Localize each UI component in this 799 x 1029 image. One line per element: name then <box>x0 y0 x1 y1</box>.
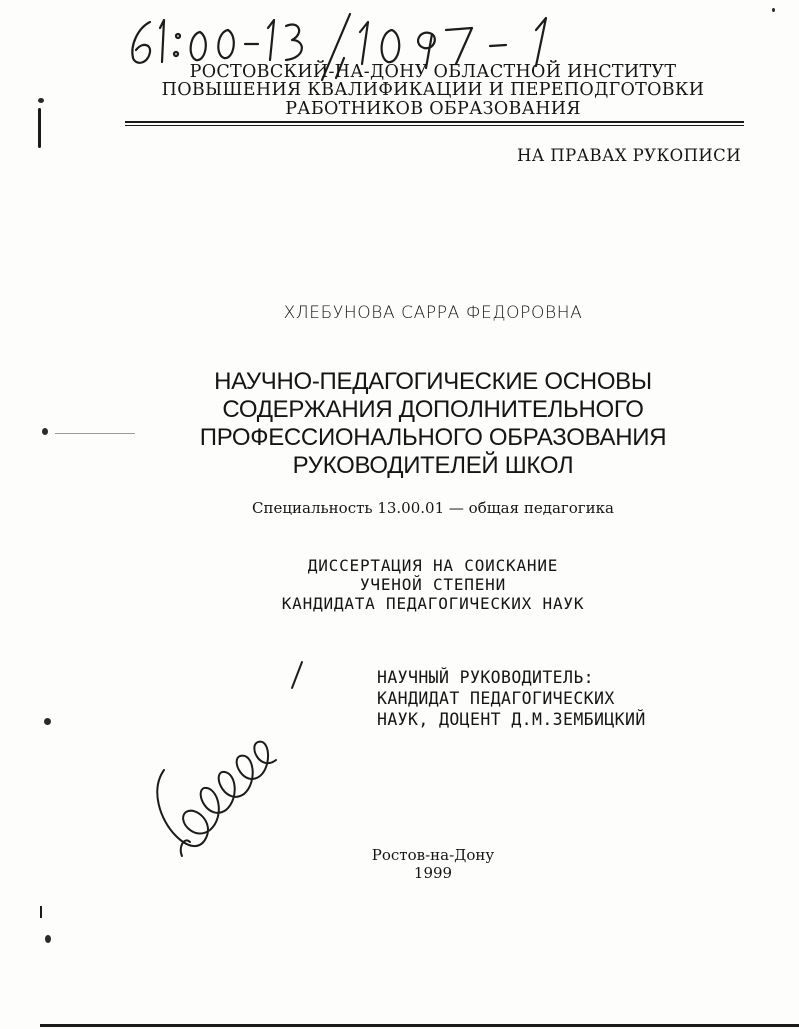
scan-speck <box>42 428 48 435</box>
signature-tick <box>292 662 302 688</box>
dissertation-line-3: КАНДИДАТА ПЕДАГОГИЧЕСКИХ НАУК <box>281 594 585 613</box>
title-line-3: ПРОФЕССИОНАЛЬНОГО ОБРАЗОВАНИЯ <box>199 424 667 451</box>
archive-stroke-1d <box>536 18 546 66</box>
header-rule-bottom <box>125 125 744 126</box>
archive-stroke-6 <box>132 22 150 63</box>
archive-stroke-0c <box>382 30 400 62</box>
scan-speck <box>38 98 44 103</box>
archive-stroke-0a <box>191 32 206 60</box>
scan-line <box>55 433 135 434</box>
archive-stroke-1b <box>268 20 274 60</box>
archive-stroke-0b <box>218 30 233 58</box>
institute-line-1: РОСТОВСКИЙ-НА-ДОНУ ОБЛАСТНОЙ ИНСТИТУТ <box>189 62 677 82</box>
archive-stroke-3 <box>286 25 302 60</box>
supervisor-line-1: НАУЧНЫЙ РУКОВОДИТЕЛЬ: <box>377 668 595 687</box>
supervisor-line-3: НАУК, ДОЦЕНТ Д.М.ЗЕМБИЦКИЙ <box>377 710 646 729</box>
title-line-4: РУКОВОДИТЕЛЕЙ ШКОЛ <box>292 452 574 479</box>
scan-mark <box>40 906 42 918</box>
title-line-1: НАУЧНО-ПЕДАГОГИЧЕСКИЕ ОСНОВЫ <box>214 368 652 395</box>
scan-speck <box>772 8 775 12</box>
header-rule-top <box>125 121 744 123</box>
institute-line-2: ПОВЫШЕНИЯ КВАЛИФИКАЦИИ И ПЕРЕПОДГОТОВКИ <box>161 80 705 100</box>
scan-speck <box>45 935 51 943</box>
specialty: Специальность 13.00.01 — общая педагогика <box>252 499 614 517</box>
year: 1999 <box>413 864 453 882</box>
archive-stroke-1c <box>360 22 368 64</box>
city: Ростов-на-Дону <box>371 846 495 864</box>
archive-stroke-7 <box>446 28 472 64</box>
archive-stroke-1a <box>160 20 164 62</box>
supervisor-line-2: КАНДИДАТ ПЕДАГОГИЧЕСКИХ <box>377 689 615 708</box>
dissertation-line-2: УЧЕНОЙ СТЕПЕНИ <box>359 575 507 594</box>
scan-speck <box>44 718 51 725</box>
manuscript-rights-note: НА ПРАВАХ РУКОПИСИ <box>516 146 741 165</box>
institute-line-3: РАБОТНИКОВ ОБРАЗОВАНИЯ <box>285 99 581 119</box>
author-name: ХЛЕБУНОВА САРРА ФЕДОРОВНА <box>283 303 583 323</box>
scan-mark <box>38 108 41 148</box>
dissertation-line-1: ДИССЕРТАЦИЯ НА СОИСКАНИЕ <box>307 556 559 575</box>
title-line-2: СОДЕРЖАНИЯ ДОПОЛНИТЕЛЬНОГО <box>222 396 644 423</box>
scan-bottom-edge <box>40 1024 799 1027</box>
signature-scrawl <box>157 742 276 846</box>
